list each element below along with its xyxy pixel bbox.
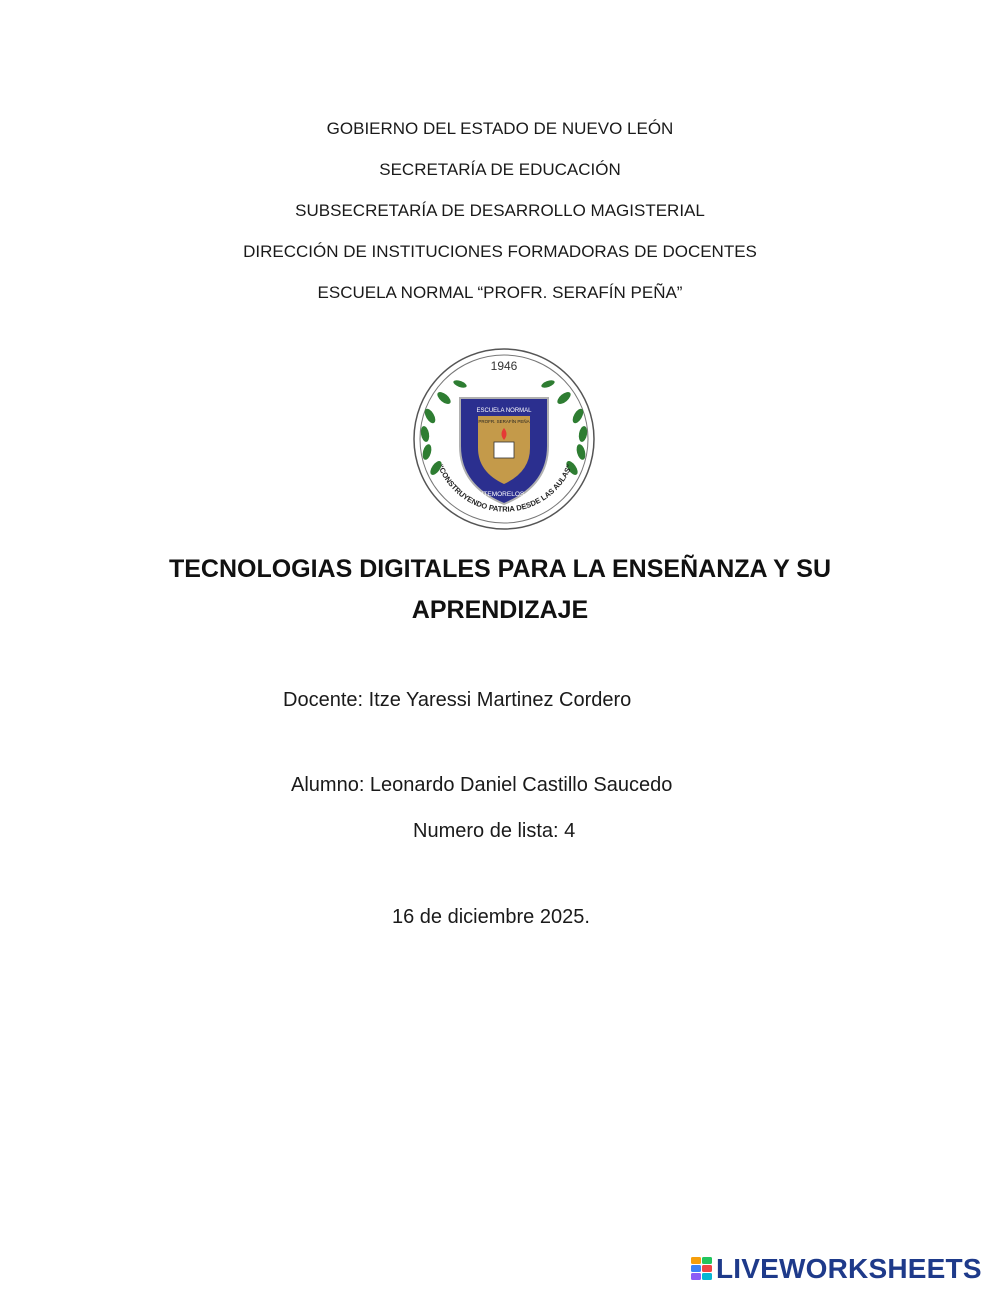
document-title-line1: TECNOLOGIAS DIGITALES PARA LA ENSEÑANZA Y SU [168,555,832,583]
school-seal-logo [408,346,600,532]
docente-line: Docente: Itze Yaressi Martinez Cordero [283,689,632,711]
liveworksheets-brand [691,1252,991,1286]
document-title-line2: APRENDIZAJE [411,596,589,624]
header-line-government: GOBIERNO DEL ESTADO DE NUEVO LEÓN [326,119,674,138]
liveworksheets-wordmark: LIVEWORKSHEETS [716,1253,982,1284]
header-line-secretaria: SECRETARÍA DE EDUCACIÓN [379,160,621,179]
header-line-escuela: ESCUELA NORMAL “PROFR. SERAFÍN PEÑA” [317,283,683,302]
liveworksheets-logo-icon [691,1257,713,1281]
svg-text:ESCUELA NORMAL: ESCUELA NORMAL [476,408,532,414]
alumno-line: Alumno: Leonardo Daniel Castillo Saucedo [291,774,673,796]
header-line-direccion: DIRECCIÓN DE INSTITUCIONES FORMADORAS DE DOCENTES [243,242,757,261]
numero-lista-line: Numero de lista: 4 [413,820,576,842]
header-line-subsecretaria: SUBSECRETARÍA DE DESARROLLO MAGISTERIAL [295,201,705,220]
svg-text:1946: 1946 [490,359,518,373]
svg-text:PROFR. SERAFÍN PEÑA: PROFR. SERAFÍN PEÑA [478,419,530,424]
svg-text:“CONSTRUYENDO PATRIA DESDE LAS: “CONSTRUYENDO PATRIA DESDE LAS AULAS” [435,462,575,514]
fecha-line: 16 de diciembre 2025. [392,906,590,928]
svg-text:MONTEMORELOS, N.L.: MONTEMORELOS, N.L. [468,491,540,498]
